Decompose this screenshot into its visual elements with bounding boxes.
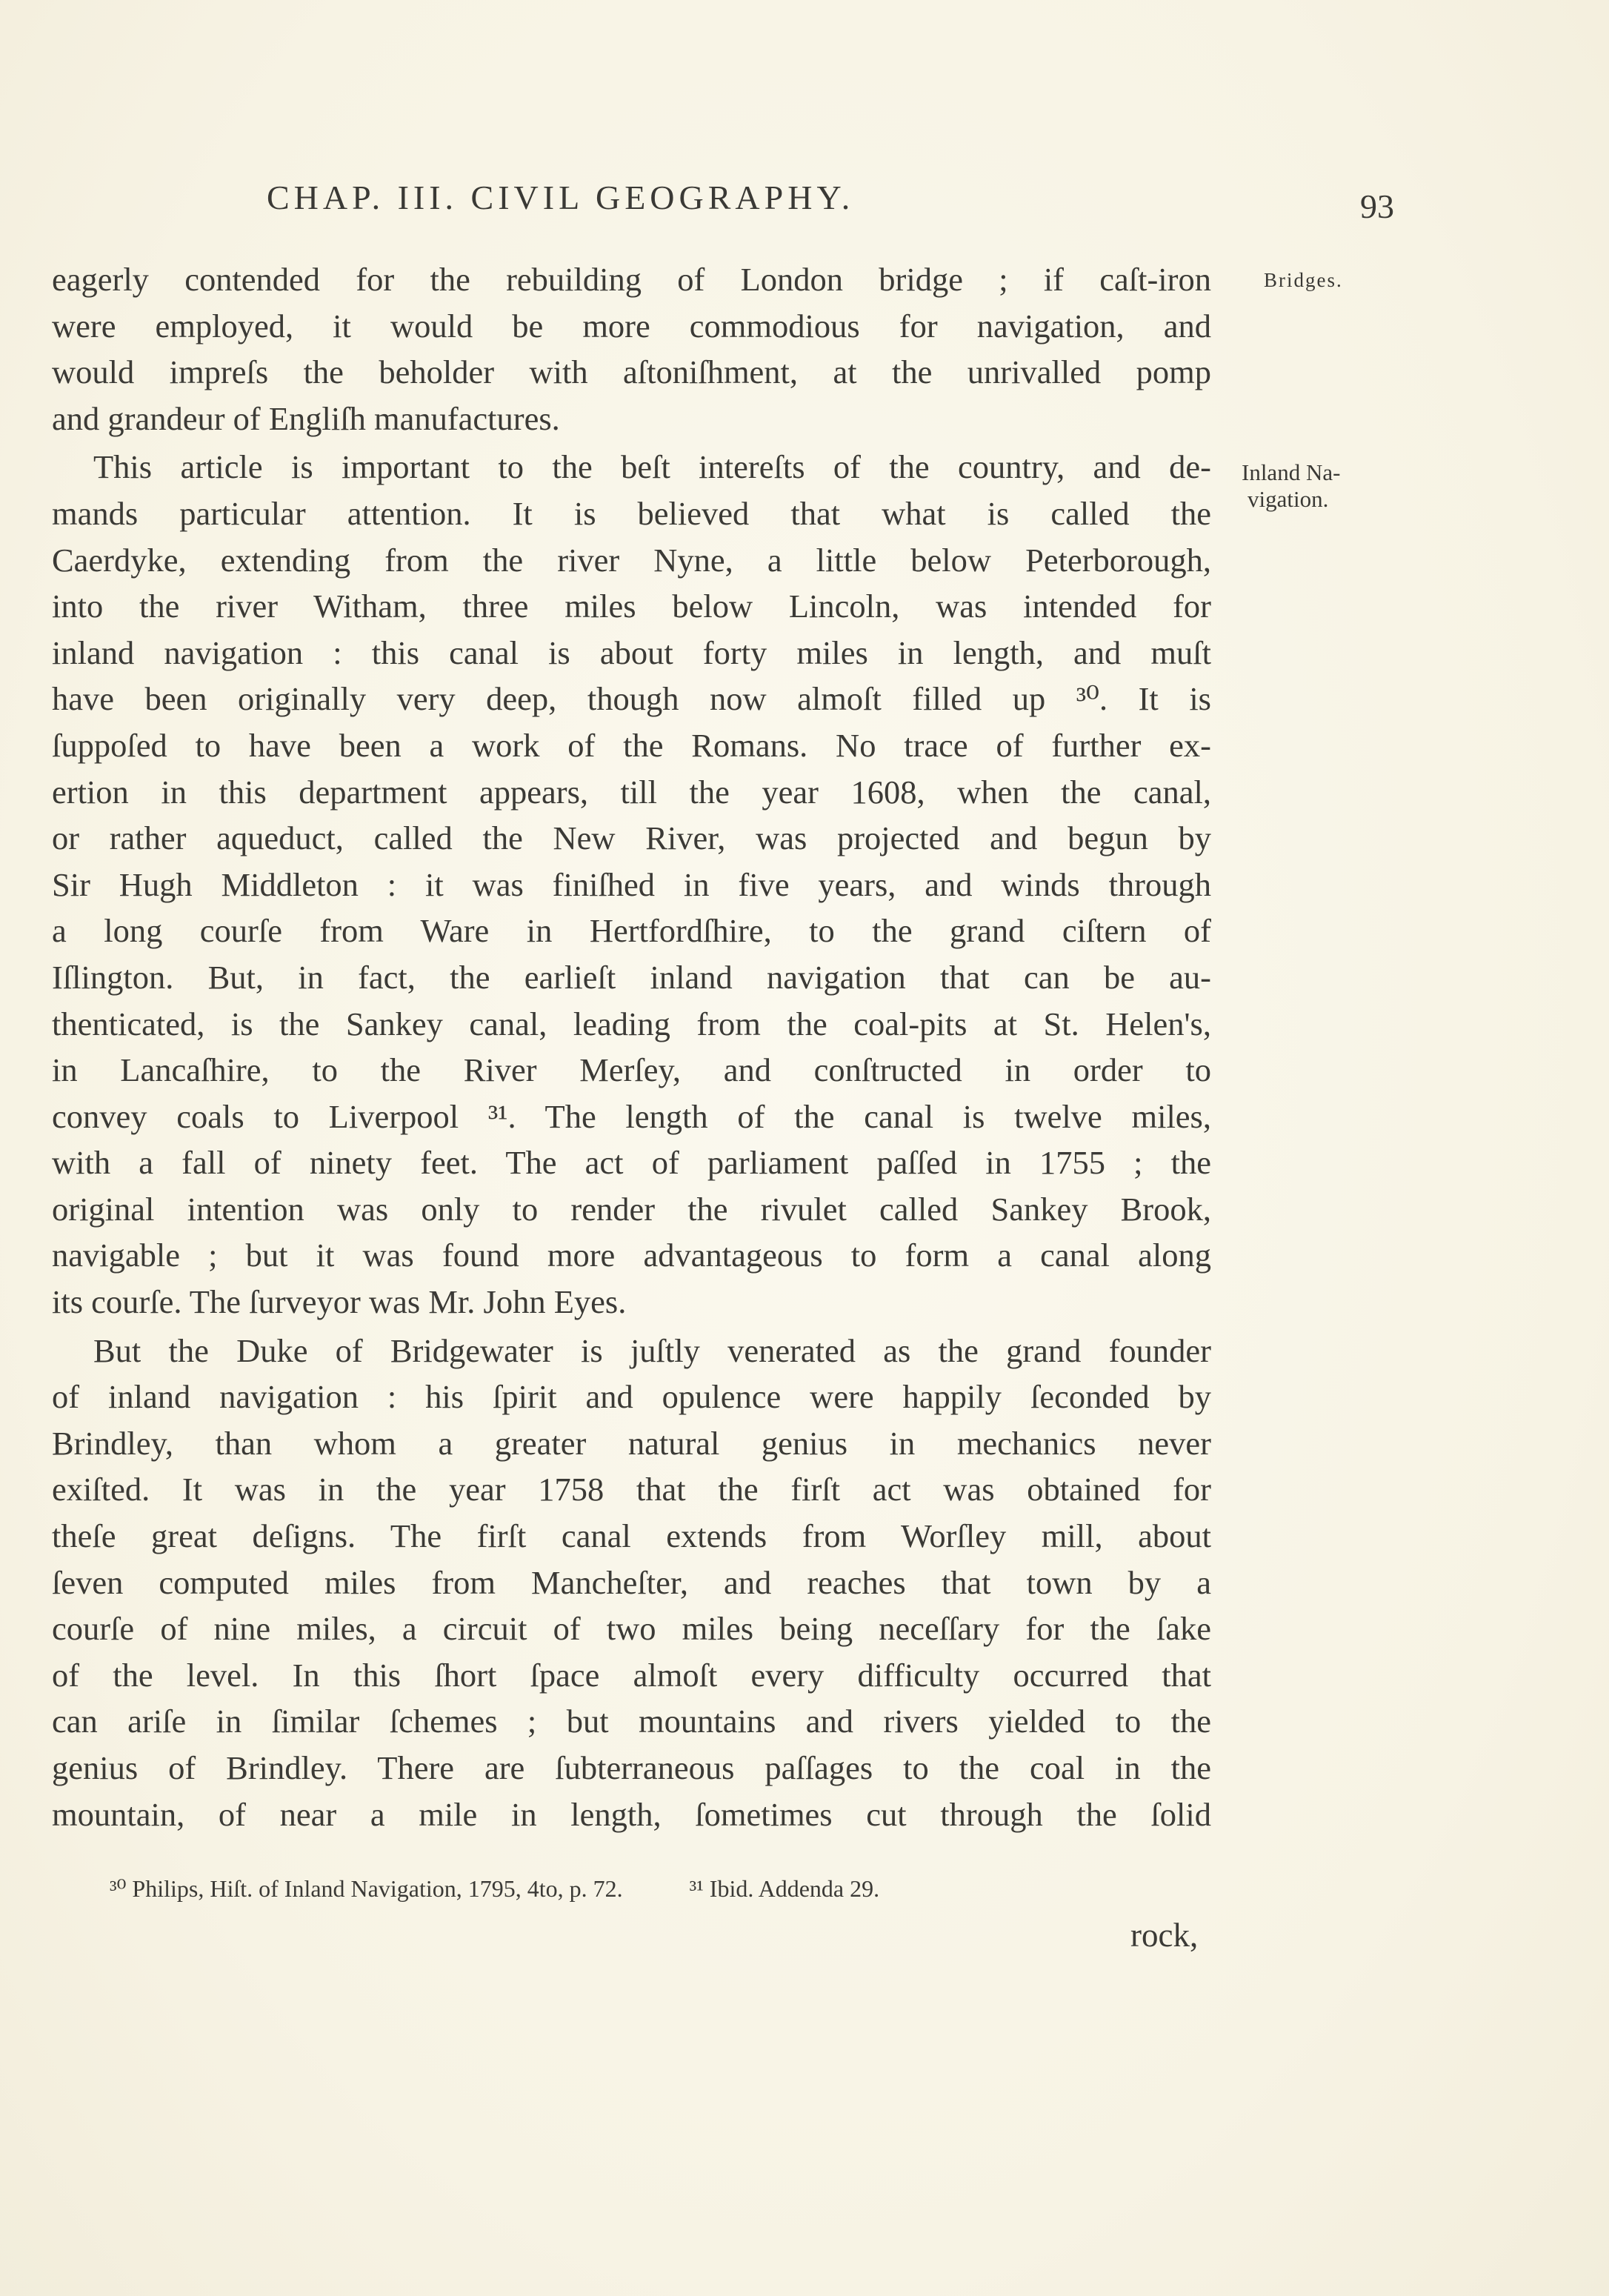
footnote-30: ³⁰ Philips, Hiſt. of Inland Navigation, 1795, 4to, p. 72. [110,1875,623,1902]
page-number: 93 [1360,187,1394,225]
text-line: with a fall of ninety feet. The act of parliament paſſed in 1755 ; the [52,1144,1211,1182]
text-line: Caerdyke, extending from the river Nyne, a little below Peterborough, [52,541,1211,579]
text-line: ertion in this department appears, till the year 1608, when the canal, [52,773,1211,811]
text-line: can ariſe in ſimilar ſchemes ; but mountains and rivers yielded to the [52,1703,1211,1740]
body-text [52,256,1211,1837]
text-line: mands particular attention. It is believed that what is called the [52,494,1211,532]
text-line: ſeven computed miles from Mancheſter, and reaches that town by a [52,1563,1211,1601]
text-line: or rather aqueduct, called the New River, was projected and begun by [52,819,1211,857]
text-line: and grandeur of Engliſh manufactures. [52,399,560,437]
text-line: navigable ; but it was found more advantageous to form a canal along [52,1237,1211,1274]
text-line: were employed, it would be more commodious for navigation, and [52,307,1211,345]
text-line: thenticated, is the Sankey canal, leading from the coal-pits at St. Helen's, [52,1005,1211,1042]
margin-note-inland-line-2: vigation. [1247,486,1329,512]
text-line: into the river Witham, three miles below Lincoln, was intended for [52,588,1211,625]
text-line: inland navigation : this canal is about forty miles in length, and muſt [52,633,1211,671]
footnote-31: ³¹ Ibid. Addenda 29. [689,1875,880,1902]
text-line: But the Duke of Bridgewater is juſtly venerated as the grand founder [93,1331,1211,1369]
text-line: exiſted. It was in the year 1758 that the firſt act was obtained for [52,1471,1211,1508]
footnotes [110,1874,879,1903]
text-line: of the level. In this ſhort ſpace almoſt every difficulty occurred that [52,1656,1211,1694]
text-line: a long courſe from Ware in Hertfordſhire, to the grand ciſtern of [52,912,1211,950]
margin-note-inland-navigation [1242,459,1340,513]
text-line: convey coals to Liverpool ³¹. The length of the canal is twelve miles, [52,1097,1211,1135]
margin-note-inland-line-1: Inland Na- [1242,459,1341,485]
text-line: This article is important to the beſt intereſts of the country, and de- [93,448,1211,486]
text-line: of inland navigation : his ſpirit and opulence were happily ſeconded by [52,1378,1211,1416]
text-line: have been originally very deep, though now almoſt filled up ³⁰. It is [52,680,1211,718]
text-line: mountain, of near a mile in length, ſometimes cut through the ſolid [52,1795,1211,1833]
text-line: eagerly contended for the rebuilding of London bridge ; if caſt-iron [52,261,1211,298]
text-line: its courſe. The ſurveyor was Mr. John Eyes. [52,1283,627,1321]
running-head: CHAP. III. CIVIL GEOGRAPHY. [267,179,855,216]
text-line: in Lancaſhire, to the River Merſey, and conſtructed in order to [52,1051,1211,1089]
catchword: rock, [1130,1917,1199,1954]
text-line: Iſlington. But, in fact, the earlieſt inland navigation that can be au- [52,958,1211,996]
text-line: original intention was only to render the rivulet called Sankey Brook, [52,1190,1211,1228]
margin-note-bridges: Bridges. [1264,269,1343,291]
text-line: would impreſs the beholder with aſtoniſhment, at the unrivalled pomp [52,353,1211,391]
text-line: genius of Brindley. There are ſubterraneous paſſages to the coal in the [52,1749,1211,1786]
text-line: ſuppoſed to have been a work of the Romans. No trace of further ex- [52,726,1211,764]
text-line: courſe of nine miles, a circuit of two miles being neceſſary for the ſake [52,1610,1211,1648]
text-line: Sir Hugh Middleton : it was finiſhed in five years, and winds through [52,865,1211,903]
text-line: theſe great deſigns. The firſt canal extends from Worſley mill, about [52,1517,1211,1555]
text-line: Brindley, than whom a greater natural genius in mechanics never [52,1424,1211,1462]
